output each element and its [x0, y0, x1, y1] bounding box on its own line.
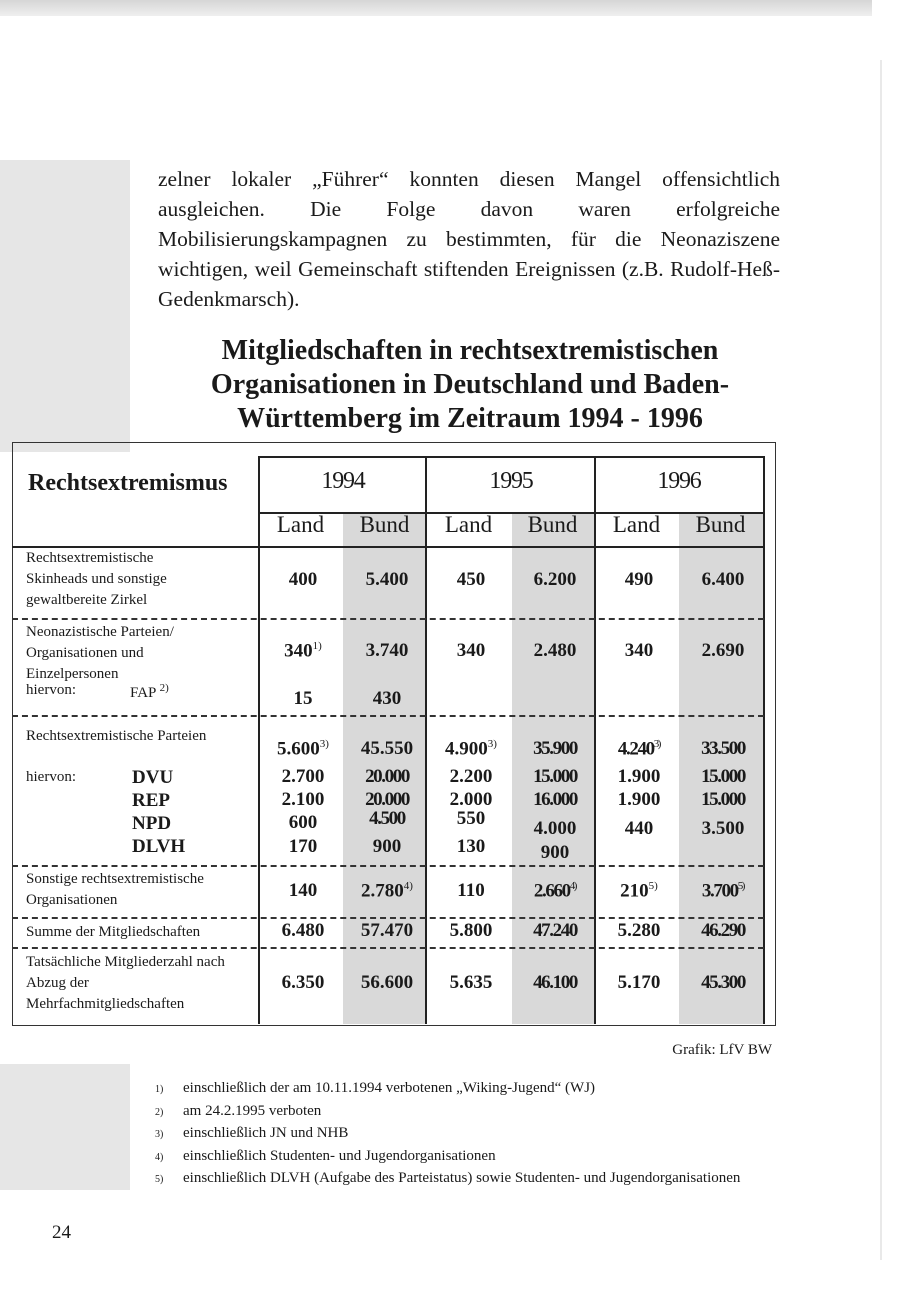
cell: 3.500 — [701, 818, 745, 839]
cell: 110 — [457, 880, 485, 901]
cell: 2.000 — [449, 789, 493, 810]
col-land-1995: Land — [444, 512, 493, 537]
footnotes — [155, 1078, 785, 1191]
party-dvu: DVU — [132, 767, 174, 788]
year-1996: 1996 — [657, 468, 701, 494]
table-title: Mitgliedschaften in rechtsextremistischen Organisationen in Deutschland und Baden-Württemberg im Zeitraum 1994 - 1996 — [210, 335, 730, 434]
cell: 3.700$^{5)}$ — [701, 880, 745, 902]
cell: 2.200 — [449, 766, 493, 787]
col-bund-1995: Bund — [527, 512, 578, 537]
margin-shade-bottom — [0, 1064, 130, 1190]
page-edge — [880, 60, 882, 1260]
cell: 35.900 — [533, 738, 577, 759]
party-dlvh: DLVH — [132, 836, 186, 857]
cell: 5.635 — [449, 972, 493, 993]
col-land-1996: Land — [612, 512, 661, 537]
grid-v-right — [763, 456, 765, 1024]
col-land-1994: Land — [276, 512, 325, 537]
cell: 33.500 — [701, 738, 745, 759]
margin-shade-top — [0, 160, 130, 452]
cell: 20.000 — [365, 789, 409, 810]
cell: 1.900 — [617, 789, 661, 810]
sub-label-hiervon-parties: hiervon: — [26, 769, 76, 785]
cell: 5.600$^{3)}$ — [277, 738, 329, 760]
membership-table — [12, 442, 776, 1072]
cell: 550 — [456, 808, 486, 829]
cell: 2.700 — [281, 766, 325, 787]
row-sep-3 — [12, 865, 764, 867]
grid-h-top — [258, 456, 764, 458]
cell: 600 — [288, 812, 318, 833]
cell: 4.500 — [369, 808, 405, 829]
cell: 6.200 — [533, 569, 577, 590]
row-label-parteien: Rechtsextremistische Parteien — [26, 728, 207, 744]
year-1995: 1995 — [489, 468, 533, 494]
cell: 340 — [456, 640, 486, 661]
cell: 5.280 — [617, 920, 661, 941]
cell: 4.240$^{3)}$ — [617, 738, 661, 760]
cell: 2.780$^{4)}$ — [361, 880, 413, 902]
footnote: 4) einschließlich Studenten- und Jugendorganisationen — [155, 1147, 496, 1164]
cell: 45.300 — [701, 972, 745, 993]
row-sep-4 — [12, 917, 764, 919]
cell: 340 — [624, 640, 654, 661]
cell: 450 — [456, 569, 486, 590]
cell: 6.400 — [701, 569, 745, 590]
cell: 130 — [456, 836, 486, 857]
party-rep: REP — [132, 790, 170, 811]
col-bund-1996: Bund — [695, 512, 746, 537]
cell: 46.290 — [701, 920, 745, 941]
cell: 15.000 — [701, 789, 745, 810]
row-label-summe: Summe der Mitgliedschaften — [26, 924, 201, 940]
cell: 400 — [288, 569, 318, 590]
cell: 900 — [372, 836, 402, 857]
cell: 20.000 — [365, 766, 409, 787]
cell: 45.550 — [360, 738, 414, 759]
cell: 56.600 — [360, 972, 414, 993]
cell: 46.100 — [533, 972, 577, 993]
cell: 140 — [288, 880, 318, 901]
cell: 15.000 — [533, 766, 577, 787]
cell: 2.660$^{4)}$ — [533, 880, 577, 902]
cell: 2.100 — [281, 789, 325, 810]
row-label-skinheads: Rechtsextremistische Skinheads und sonstige gewaltbereite Zirkel — [26, 550, 167, 608]
year-1994: 1994 — [321, 468, 365, 494]
grid-v-1996 — [594, 456, 596, 1024]
cell: 210$^{5)}$ — [620, 880, 658, 902]
row-sep-5 — [12, 947, 764, 949]
sub-label-fap: FAP $^{2)}$ — [130, 682, 169, 701]
cell: 4.900$^{3)}$ — [445, 738, 497, 760]
footnote: 5) einschließlich DLVH (Aufgabe des Parteistatus) sowie Studenten- und Jugendorganisationen — [155, 1170, 741, 1186]
scan-top-band — [0, 0, 872, 16]
cell: 16.000 — [533, 789, 577, 810]
table-header-label: Rechtsextremismus — [28, 470, 228, 496]
cell: 170 — [288, 836, 318, 857]
row-label-sonstige: Sonstige rechtsextremistische Organisationen — [26, 871, 204, 908]
cell: 2.480 — [533, 640, 577, 661]
row-sep-1 — [12, 618, 764, 620]
cell: 490 — [624, 569, 654, 590]
cell: 5.800 — [449, 920, 493, 941]
row-label-neonazi: Neonazistische Parteien/ Organisationen und Einzelpersonen — [26, 624, 174, 682]
cell: 47.240 — [533, 920, 577, 941]
cell: 15.000 — [701, 766, 745, 787]
page-number: 24 — [52, 1222, 71, 1243]
cell: 2.690 — [701, 640, 745, 661]
row-label-tatsaechlich: Tatsächliche Mitgliederzahl nach Abzug der Mehrfachmitgliedschaften — [26, 954, 225, 1012]
cell: 440 — [624, 818, 654, 839]
col-bund-1994: Bund — [359, 512, 410, 537]
party-list — [132, 766, 185, 858]
footnote: 2) am 24.2.1995 verboten — [155, 1102, 322, 1119]
cell: 6.480 — [281, 920, 325, 941]
chart-credit: Grafik: LfV BW — [672, 1042, 772, 1058]
cell: 1.900 — [617, 766, 661, 787]
cell: 5.400 — [365, 569, 409, 590]
cell-fap: 15 — [293, 688, 313, 709]
row-sep-2 — [12, 715, 764, 717]
cell-fap: 430 — [372, 688, 402, 709]
footnote: 1) einschließlich der am 10.11.1994 verbotenen „Wiking-Jugend“ (WJ) — [155, 1080, 596, 1096]
cell: 900 — [540, 842, 570, 863]
cell: 340$^{1)}$ — [284, 640, 322, 662]
intro-paragraph: zelner lokaler „Führer“ konnten diesen Mangel offensichtlich ausgleichen. Die Folge davon waren erfolgreiche Mobilisierungskampagnen zu bestimmten, für die Neonaziszene wichtigen, weil Gemeinschaft stiftenden Ereignissen (z.B. Rudolf-Heß-Gedenkmarsch). — [158, 167, 780, 311]
cell: 4.000 — [533, 818, 577, 839]
party-npd: NPD — [132, 813, 172, 834]
sub-label-hiervon: hiervon: — [26, 682, 76, 698]
footnote: 3) einschließlich JN und NHB — [155, 1125, 349, 1141]
cell: 3.740 — [365, 640, 409, 661]
cell: 6.350 — [281, 972, 325, 993]
cell: 5.170 — [617, 972, 661, 993]
cell: 57.470 — [360, 920, 414, 941]
